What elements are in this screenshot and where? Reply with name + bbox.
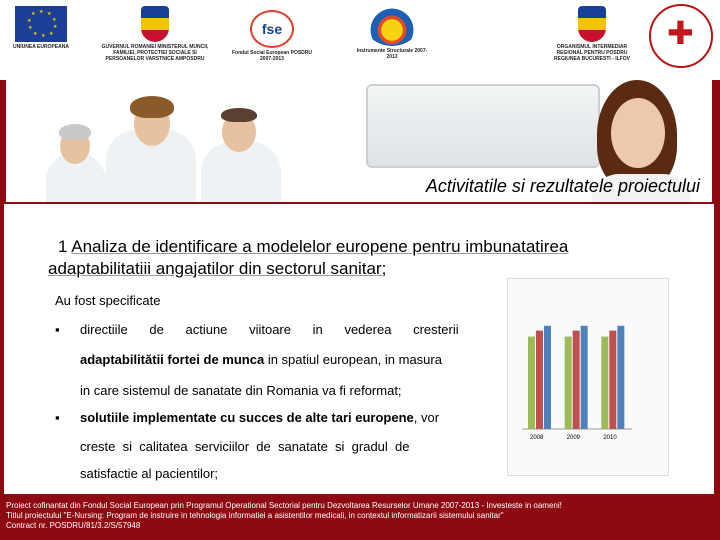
footer-line1: Proiect cofinantat din Fondul Social European prin Programul Operational Sectorial pentru Dezvoltarea Resurselor Umane 2007-2013 - Investeste in oameni! [6, 501, 562, 510]
logo-strip [0, 0, 720, 80]
romania-crest-icon [141, 6, 169, 42]
chart-bar [609, 331, 616, 429]
chart-bar [528, 337, 535, 429]
page-title: Activitatile si rezultatele proiectului [425, 176, 700, 196]
bullet-marker-1: ▪ [55, 322, 60, 337]
heading-line2: adaptabilitatiii angajatilor din sectorul sanitar [48, 259, 382, 278]
bullet-marker-2: ▪ [55, 410, 60, 425]
fse-caption: Fondul Social European POSDRU 2007-2013 [232, 50, 313, 62]
bullet1-line2 [80, 352, 442, 367]
bullet2-bold: solutiile implementate cu succes de alte tari europene [80, 410, 414, 425]
chart-tick-label: 2009 [566, 435, 581, 441]
bullet2-line1 [80, 410, 439, 425]
romania-crest-icon [578, 6, 606, 42]
eu-logo [6, 2, 76, 50]
bullet2-line2: creste si calitatea serviciilor de sanatate si gradul de [80, 439, 410, 454]
chart-bar [617, 326, 624, 429]
structural-instruments-logo [352, 2, 432, 60]
chart-tick-label: 2008 [530, 435, 544, 441]
footer [0, 496, 720, 540]
structural-instruments-icon [366, 6, 418, 46]
heading-line1: Analiza de identificare a modelelor europene pentru imbunatatirea [71, 237, 569, 256]
chart-bar [601, 337, 608, 429]
government-logo [100, 2, 210, 62]
chart-bar [544, 326, 551, 429]
heading-end: ; [381, 259, 387, 278]
chart-tick-label: 2010 [603, 435, 617, 441]
footer-line2: Titlul proiectului "E-Nursing: Program de instruire in tehnologia informatiei a asistentilor medicali, in contextul informatizarii sistemului sanitar" [6, 511, 504, 520]
bullet2-rest: , vor [413, 410, 440, 425]
footer-line3: Contract nr. POSDRU/81/3.2/S/57948 [6, 521, 141, 530]
bar-chart [508, 279, 668, 475]
bullet1-bold: adaptabilitătii fortei de munca [80, 352, 265, 367]
bullet1-rest: in spatiul european, in masura [264, 352, 442, 367]
chart-bar [565, 337, 572, 429]
project-seal-logo [645, 2, 717, 70]
computer-monitor-image [366, 84, 600, 168]
subheading: Au fost specificate [55, 293, 161, 308]
structural-instruments-caption: Instrumente Structurale 2007-2013 [356, 48, 428, 60]
bullet2-line3: satisfactie al pacientilor; [80, 466, 219, 481]
government-caption: GUVERNUL ROMANIEI MINISTERUL MUNCII, FAMILIEI, PROTECTIEI SOCIALE SI PERSOANELOR VARSTNICE AMPOSDRU [101, 44, 209, 62]
medical-team-image [46, 84, 306, 202]
bullet1-line1: directiile de actiune viitoare in vederea cresterii [80, 322, 459, 337]
intermediate-body-logo [548, 2, 636, 62]
chart-bar [536, 331, 543, 429]
bullet1-line3: in care sistemul de sanatate din Romania va fi reformat; [80, 383, 402, 398]
chart-bar [573, 331, 580, 429]
intermediate-body-caption: ORGANISMUL INTERMEDIAR REGIONAL PENTRU POSDRU REGIUNEA BUCURESTI - ILFOV [554, 44, 630, 62]
chart-bar [581, 326, 588, 429]
eu-caption: UNIUNEA EUROPEANA [13, 44, 69, 50]
eu-flag-icon: ★ ★ ★ ★ ★ ★ ★ ★ ★ ★ [15, 6, 67, 42]
chart-thumbnail [507, 278, 669, 476]
medical-cross-icon [649, 4, 713, 68]
fse-logo [232, 2, 312, 62]
section-heading [48, 236, 670, 280]
heading-number: 1 [58, 237, 68, 256]
fse-icon: fse [250, 10, 294, 48]
